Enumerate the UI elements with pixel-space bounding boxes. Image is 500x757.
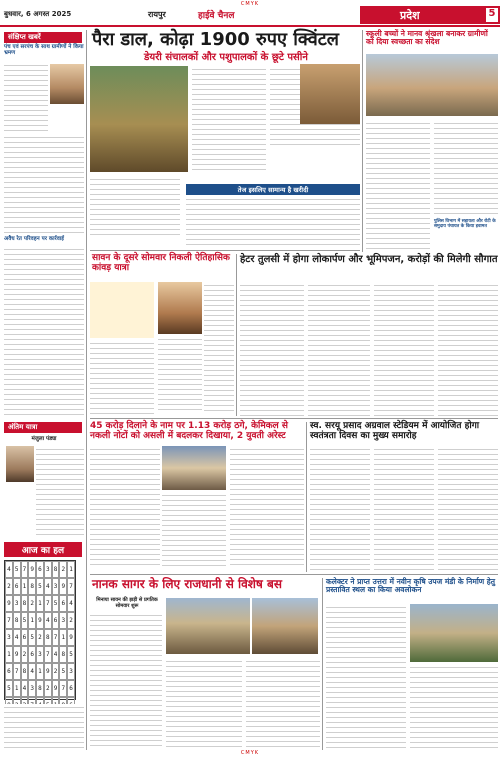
sudoku-cell: 5: [21, 612, 29, 629]
mandi-col1-body: [326, 604, 406, 750]
sudoku-cell: 5: [36, 578, 44, 595]
sudoku-cell: 9: [67, 629, 75, 646]
sudoku-cell: 8: [21, 663, 29, 680]
cmyk-mark-top: CMYK: [240, 1, 260, 7]
sudoku-cell: 3: [44, 561, 52, 578]
heater-col1-body: [240, 282, 304, 416]
tribute-photo: [6, 446, 34, 482]
sudoku-cell: 1: [36, 663, 44, 680]
sudoku-cell: 2: [5, 578, 13, 595]
divider-5: [322, 578, 323, 750]
sudoku-cell: 7: [44, 646, 52, 663]
tribute-name: मंजुला पंड्या: [31, 436, 57, 442]
sudoku-cell: 7: [5, 612, 13, 629]
sudoku-cell: 9: [5, 595, 13, 612]
brief1-title: पंच एवं सरपंच के साथ ग्रामीणों ने किया भ्रमण: [4, 44, 84, 57]
sudoku-cell: 5: [67, 646, 75, 663]
bus-subhead: मिनाया सावन की झड़ी से प्रगतिक सोमवार शुरू: [96, 597, 158, 609]
bus-col2-body: [166, 658, 242, 750]
portrait-photo-1: [50, 64, 84, 104]
sudoku-cell: 9: [52, 680, 60, 697]
sudoku-cell: 2: [28, 595, 36, 612]
main-subhead: डेयरी संचालकों और पशुपालकों के छूटे पसीने: [144, 52, 308, 63]
brief1-body-cont: [4, 134, 84, 234]
section-band: [360, 6, 500, 24]
right-col2-body: [434, 120, 498, 218]
sudoku-cell: 8: [13, 612, 21, 629]
sudoku-cell: 5: [59, 663, 67, 680]
sudoku-cell: 3: [67, 663, 75, 680]
section-name: प्रदेश: [400, 9, 420, 22]
brief-label: संक्षिप्त खबरें: [4, 32, 82, 43]
stadium-col1-body: [310, 446, 370, 572]
sudoku-cell: 7: [67, 578, 75, 595]
sudoku-cell: 2: [36, 629, 44, 646]
boxed-note-body: [186, 196, 360, 248]
main-col1-body: [192, 66, 266, 172]
right-col1-body: [366, 120, 430, 252]
sudoku-cell: 8: [59, 646, 67, 663]
sudoku-cell: 2: [67, 612, 75, 629]
collector-visit-photo: [410, 604, 498, 662]
sudoku-cell: 3: [5, 629, 13, 646]
sudoku-cell: 2: [59, 561, 67, 578]
puzzle-label: आज का हल: [4, 542, 82, 557]
sudoku-cell: 5: [13, 561, 21, 578]
right-note-head: पुलिस विभाग में सहायता और रोटी के समुदाय पंचायत के किया इवामत: [434, 219, 496, 229]
divider-1: [90, 250, 360, 251]
divider-3: [306, 422, 307, 572]
sudoku-cell: 2: [44, 680, 52, 697]
sudoku-cell: 4: [44, 578, 52, 595]
boxed-note-head: तेज इसलिए सामान्य है खरीदी: [186, 184, 360, 195]
page-header: [0, 6, 500, 24]
issue-date: बुधवार, 6 अगस्त 2025: [4, 10, 72, 18]
kanwar-col1-body: [90, 340, 154, 414]
sudoku-cell: 6: [28, 646, 36, 663]
sudoku-cell: 6: [59, 595, 67, 612]
sudoku-cell: 3: [13, 595, 21, 612]
right-headline: स्कूली बच्चों ने मानव श्रृंखला बनाकर ग्रामीणों को दिया स्वच्छता का संदेश: [366, 29, 488, 47]
sudoku-cell: 1: [67, 561, 75, 578]
brief2-title: अवैध रेत परिवहन पर कार्रवाई: [4, 236, 64, 242]
sudoku-cell: 3: [59, 612, 67, 629]
cmyk-mark-bottom: CMYK: [240, 750, 260, 756]
left-footer-body: [4, 704, 84, 750]
sudoku-cell: 8: [28, 578, 36, 595]
sudoku-cell: 7: [21, 561, 29, 578]
sudoku-cell: 3: [28, 680, 36, 697]
newspaper-name: हाईवे चैनल: [198, 11, 235, 21]
kanwar-col3-body: [158, 336, 202, 414]
sudoku-cell: 8: [52, 561, 60, 578]
fraud-col3-body: [230, 446, 304, 566]
fraud-col2-body: [162, 492, 226, 566]
heater-headline: हेटर तुलसी में होगा लोकार्पण और भूमिपजन, करोड़ों की मिलेगी सौगात: [240, 254, 498, 265]
sudoku-cell: 6: [21, 629, 29, 646]
sudoku-grid: [4, 560, 76, 700]
fraud-headline: 45 करोड़ दिलाने के नाम पर 1.13 करोड़ ठगे, केमिकल से नकली नोटों को असली में बदलकर दिखाया, 2 युवती अरेस्ट: [90, 421, 288, 441]
sudoku-cell: 9: [36, 612, 44, 629]
sudoku-cell: 1: [36, 595, 44, 612]
sudoku-cell: 6: [67, 680, 75, 697]
sudoku-cell: 9: [13, 646, 21, 663]
divider-2: [90, 418, 498, 419]
sudoku-cell: 2: [21, 646, 29, 663]
sudoku-cell: 9: [59, 578, 67, 595]
header-rule: [0, 25, 500, 27]
sudoku-cell: 3: [52, 578, 60, 595]
fraud-col1-body: [90, 446, 160, 566]
sudoku-cell: 1: [28, 612, 36, 629]
sudoku-cell: 1: [5, 646, 13, 663]
heater-col4-body: [438, 282, 498, 416]
main-headline: पैरा डाल, कोढ़ा 1900 रुपए क्विंटल: [92, 29, 339, 50]
mandi-col2-body: [410, 664, 498, 750]
leader-photo: [158, 282, 202, 334]
kanwar-box: [90, 282, 154, 338]
divider-4: [90, 574, 498, 575]
sudoku-cell: 8: [44, 629, 52, 646]
bus-headline: नानक सागर के लिए राजधानी से विशेष बस: [92, 577, 282, 591]
heater-col2-body: [308, 282, 370, 416]
brief2-body: [4, 246, 84, 418]
sudoku-cell: 7: [44, 595, 52, 612]
sudoku-cell: 8: [36, 680, 44, 697]
sudoku-cell: 6: [13, 578, 21, 595]
column-divider-left: [86, 30, 87, 750]
sudoku-cell: 4: [28, 663, 36, 680]
heater-col3-body: [374, 282, 434, 416]
main-col3-body: [90, 176, 180, 238]
sudoku-cell: 1: [13, 680, 21, 697]
edition-city: रायपुर: [148, 10, 166, 19]
sudoku-cell: 8: [21, 595, 29, 612]
column-divider-right: [362, 30, 363, 252]
sudoku-cell: 4: [67, 595, 75, 612]
sudoku-cell: 7: [13, 663, 21, 680]
bus-photo: [166, 598, 250, 654]
bus-col1-body: [90, 612, 162, 750]
brief1-body: [4, 62, 48, 132]
hay-stack-photo: [90, 66, 188, 172]
sudoku-cell: 5: [5, 680, 13, 697]
sudoku-cell: 6: [52, 612, 60, 629]
kanwar-headline: सावन के दूसरे सोमवार निकली ऐतिहासिक कांवड़ यात्रा: [92, 253, 230, 273]
stadium-col3-body: [438, 446, 498, 572]
human-chain-photo: [366, 54, 498, 116]
sudoku-cell: 7: [52, 629, 60, 646]
stadium-col2-body: [374, 446, 434, 572]
arrested-women-photo: [162, 446, 226, 490]
bus-col3-body: [246, 658, 320, 750]
tribute-label: अंतिम यात्रा: [4, 422, 82, 433]
sudoku-cell: 5: [52, 595, 60, 612]
stadium-headline: स्व. सरयू प्रसाद अग्रवाल स्टेडियम में आयोजित होगा स्वतंत्रता दिवस का मुख्य समारोह: [310, 421, 480, 441]
sudoku-cell: 1: [21, 578, 29, 595]
sudoku-cell: 1: [59, 629, 67, 646]
sudoku-cell: 6: [36, 561, 44, 578]
sudoku-cell: 4: [21, 680, 29, 697]
sudoku-cell: 9: [44, 663, 52, 680]
sudoku-cell: 3: [36, 646, 44, 663]
sudoku-cell: 4: [44, 612, 52, 629]
mandi-headline: कलेक्टर ने प्राप्त उत्तरा में नवीन कृषि उपज मंडी के निर्माण हेतु प्रस्तावित स्थल का किया अवलोकन: [326, 577, 496, 595]
sudoku-cell: 6: [5, 663, 13, 680]
fodder-photo: [300, 64, 360, 124]
tribute-body: [36, 446, 84, 538]
kanwar-col2-body: [204, 282, 234, 414]
bus-photo-2: [252, 598, 318, 654]
sudoku-cell: 4: [5, 561, 13, 578]
mid-divider: [236, 254, 237, 416]
sudoku-cell: 5: [28, 629, 36, 646]
sudoku-cell: 4: [52, 646, 60, 663]
sudoku-cell: 4: [13, 629, 21, 646]
page-number: 5: [486, 8, 498, 22]
sudoku-cell: 9: [28, 561, 36, 578]
sudoku-cell: 2: [52, 663, 60, 680]
sudoku-cell: 7: [59, 680, 67, 697]
